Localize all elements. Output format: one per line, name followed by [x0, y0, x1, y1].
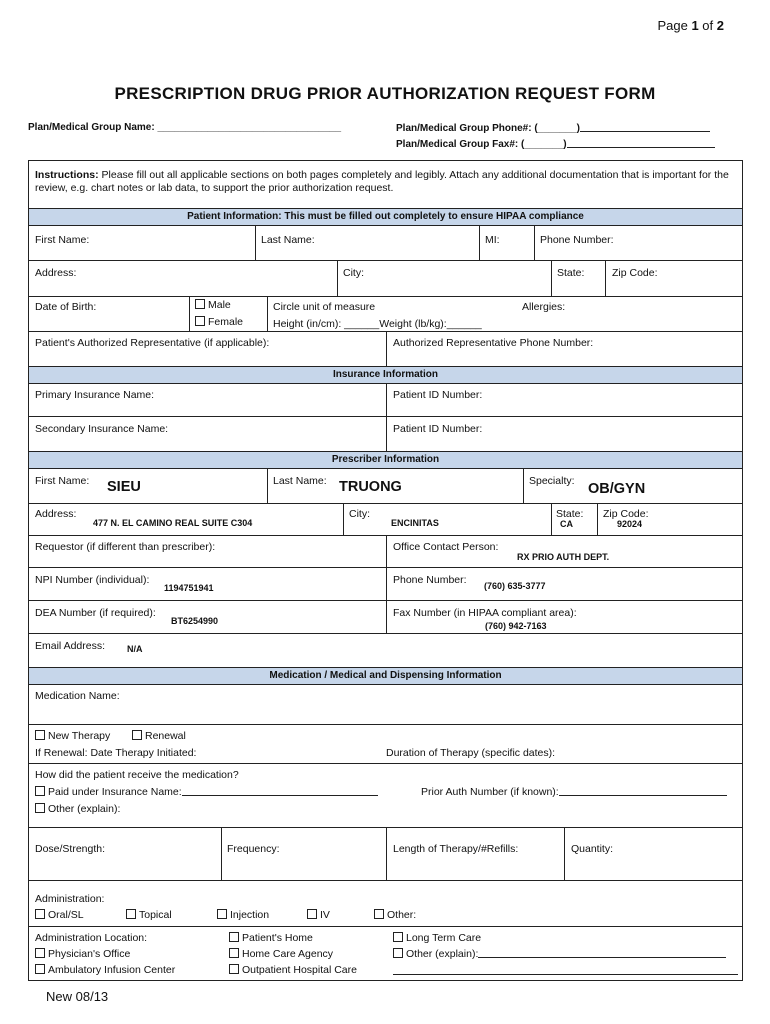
oral-sl-checkbox[interactable]: Oral/SL — [35, 909, 84, 921]
prescriber-last-name-label: Last Name: — [273, 475, 327, 487]
iv-checkbox[interactable]: IV — [307, 909, 330, 921]
dea-number[interactable]: BT6254990 — [171, 616, 219, 626]
prescriber-first-name[interactable]: SIEU — [107, 479, 141, 495]
patient-phone[interactable]: Phone Number: — [540, 234, 614, 246]
patient-address[interactable]: Address: — [35, 267, 77, 279]
prescriber-first-name-label: First Name: — [35, 475, 90, 487]
patient-dob[interactable]: Date of Birth: — [35, 301, 97, 313]
plan-fax-label: Plan/Medical Group Fax#: (_______) — [396, 138, 715, 150]
prescriber-zip[interactable]: 92024 — [617, 519, 643, 529]
medication-section-header: Medication / Medical and Dispensing Information — [29, 668, 742, 684]
frequency[interactable]: Frequency: — [227, 843, 280, 855]
location-label: Administration Location: — [35, 932, 148, 944]
prescriber-last-name[interactable]: TRUONG — [339, 479, 402, 495]
other-explain-checkbox[interactable]: Other (explain): — [35, 803, 120, 815]
primary-insurance[interactable]: Primary Insurance Name: — [35, 389, 155, 401]
authorization-form — [28, 160, 743, 981]
requestor-label[interactable]: Requestor (if different than prescriber): — [35, 541, 216, 553]
instructions: Instructions: Please fill out all applicable sections on both pages completely and legibly. Attach any additional documentation that is important for the review, e.g. chart notes or lab data, to support the prior authorization request. — [35, 169, 729, 194]
female-checkbox[interactable]: Female — [195, 316, 243, 328]
patient-zip[interactable]: Zip Code: — [612, 267, 658, 279]
email-address[interactable]: N/A — [127, 644, 143, 654]
prescriber-city-label: City: — [349, 508, 370, 520]
prescriber-city[interactable]: ENCINITAS — [391, 518, 439, 528]
office-contact[interactable]: RX PRIO AUTH DEPT. — [517, 552, 610, 562]
prescriber-address[interactable]: 477 N. EL CAMINO REAL SUITE C304 — [93, 518, 253, 528]
plan-phone-label: Plan/Medical Group Phone#: (_______) — [396, 122, 710, 134]
other-location-line — [393, 974, 738, 975]
prescriber-fax[interactable]: (760) 942-7163 — [485, 621, 547, 631]
length-refills[interactable]: Length of Therapy/#Refills: — [393, 843, 519, 855]
authorized-rep[interactable]: Patient's Authorized Representative (if applicable): — [35, 337, 270, 349]
long-term-care-checkbox[interactable]: Long Term Care — [393, 932, 481, 944]
therapy-duration[interactable]: Duration of Therapy (specific dates): — [386, 747, 556, 759]
secondary-patient-id[interactable]: Patient ID Number: — [393, 423, 483, 435]
patient-first-name[interactable]: First Name: — [35, 234, 90, 246]
fax-label: Fax Number (in HIPAA compliant area): — [393, 607, 577, 619]
administration-label: Administration: — [35, 893, 105, 905]
renewal-date[interactable]: If Renewal: Date Therapy Initiated: — [35, 747, 197, 759]
authorized-rep-phone[interactable]: Authorized Representative Phone Number: — [393, 337, 594, 349]
patient-section-header: Patient Information: This must be filled out completely to ensure HIPAA compliance — [29, 209, 742, 225]
dose-strength[interactable]: Dose/Strength: — [35, 843, 106, 855]
specialty-label: Specialty: — [529, 475, 575, 487]
patient-city[interactable]: City: — [343, 267, 364, 279]
secondary-insurance[interactable]: Secondary Insurance Name: — [35, 423, 169, 435]
insurance-section-header: Insurance Information — [29, 367, 742, 383]
email-label: Email Address: — [35, 640, 106, 652]
patient-allergies[interactable]: Allergies: — [522, 301, 566, 313]
other-admin-checkbox[interactable]: Other: — [374, 909, 416, 921]
page-number: Page 1 of 2 — [657, 18, 724, 33]
topical-checkbox[interactable]: Topical — [126, 909, 172, 921]
prescriber-state-label: State: — [556, 508, 584, 520]
prescriber-section-header: Prescriber Information — [29, 452, 742, 468]
medication-name[interactable]: Medication Name: — [35, 690, 120, 702]
height-weight[interactable]: Height (in/cm): ______Weight (lb/kg):______ — [273, 318, 482, 330]
prior-auth-number[interactable]: Prior Auth Number (if known): — [421, 786, 727, 798]
patient-state[interactable]: State: — [557, 267, 585, 279]
prescriber-phone[interactable]: (760) 635-3777 — [484, 581, 546, 591]
ambulatory-checkbox[interactable]: Ambulatory Infusion Center — [35, 964, 175, 976]
patient-last-name[interactable]: Last Name: — [261, 234, 315, 246]
injection-checkbox[interactable]: Injection — [217, 909, 269, 921]
primary-patient-id[interactable]: Patient ID Number: — [393, 389, 483, 401]
male-checkbox[interactable]: Male — [195, 299, 231, 311]
prescriber-phone-label: Phone Number: — [393, 574, 467, 586]
npi-label: NPI Number (individual): — [35, 574, 150, 586]
unit-label: Circle unit of measure — [273, 301, 376, 313]
contact-label: Office Contact Person: — [393, 541, 499, 553]
plan-name-label: Plan/Medical Group Name: _________________________________ — [28, 122, 342, 133]
prescriber-specialty[interactable]: OB/GYN — [588, 481, 646, 497]
prescriber-address-label: Address: — [35, 508, 77, 520]
other-location-checkbox[interactable]: Other (explain): — [393, 948, 726, 960]
physician-office-checkbox[interactable]: Physician's Office — [35, 948, 130, 960]
patients-home-checkbox[interactable]: Patient's Home — [229, 932, 313, 944]
renewal-checkbox[interactable]: Renewal — [132, 730, 186, 742]
form-version: New 08/13 — [46, 989, 109, 1004]
patient-mi[interactable]: MI: — [485, 234, 500, 246]
new-therapy-checkbox[interactable]: New Therapy — [35, 730, 110, 742]
form-title: PRESCRIPTION DRUG PRIOR AUTHORIZATION REQUEST FORM — [114, 84, 656, 103]
npi-number[interactable]: 1194751941 — [164, 583, 214, 593]
home-care-checkbox[interactable]: Home Care Agency — [229, 948, 333, 960]
prescriber-zip-label: Zip Code: — [603, 508, 649, 520]
how-received: How did the patient receive the medication? — [35, 769, 239, 781]
dea-label: DEA Number (if required): — [35, 607, 156, 619]
quantity[interactable]: Quantity: — [571, 843, 614, 855]
outpatient-checkbox[interactable]: Outpatient Hospital Care — [229, 964, 357, 976]
paid-insurance-checkbox[interactable]: Paid under Insurance Name: — [35, 786, 378, 798]
prescriber-state[interactable]: CA — [560, 519, 573, 529]
